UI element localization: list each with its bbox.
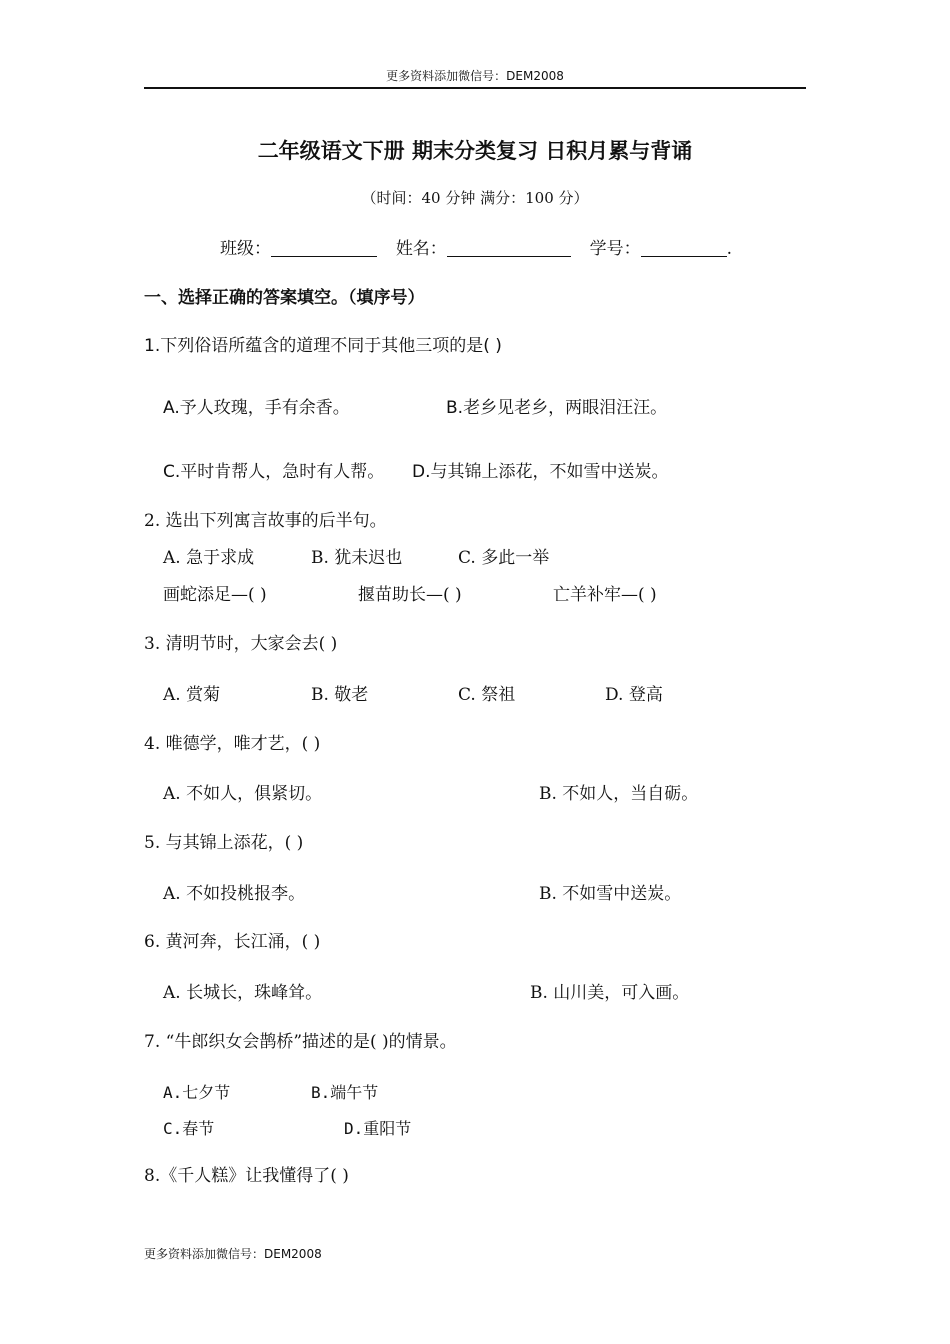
q3-option-c[interactable]: C. 祭祖: [458, 685, 516, 705]
question-1-stem: 1.下列俗语所蕴含的道理不同于其他三项的是( ): [144, 336, 502, 356]
question-2-stem: 2. 选出下列寓言故事的后半句。: [144, 511, 387, 531]
info-end: .: [726, 239, 733, 259]
q5-option-a[interactable]: A. 不如投桃报李。: [163, 884, 306, 904]
page-footer: 更多资料添加微信号：DEM2008: [144, 1247, 322, 1261]
number-blank[interactable]: [641, 240, 727, 257]
q2-proverb-2[interactable]: 揠苗助长—( ): [358, 585, 462, 605]
page-title: 二年级语文下册 期末分类复习 日积月累与背诵: [257, 139, 693, 163]
question-3-stem: 3. 清明节时，大家会去( ): [144, 634, 338, 654]
number-label: 学号：: [589, 239, 641, 259]
name-label: 姓名：: [395, 239, 447, 259]
q2-option-c[interactable]: C. 多此一举: [458, 548, 550, 568]
q7-option-a[interactable]: A.七夕节: [163, 1083, 231, 1102]
q1-option-a[interactable]: A.予人玫瑰，手有余香。: [163, 398, 350, 418]
q4-option-a[interactable]: A. 不如人，俱紧切。: [163, 784, 323, 804]
q6-option-b[interactable]: B. 山川美，可入画。: [530, 983, 690, 1003]
q4-option-b[interactable]: B. 不如人，当自砺。: [539, 784, 699, 804]
question-4-stem: 4. 唯德学，唯才艺，( ): [144, 734, 321, 754]
q5-option-b[interactable]: B. 不如雪中送炭。: [539, 884, 682, 904]
q1-option-d[interactable]: D.与其锦上添花，不如雪中送炭。: [412, 462, 669, 482]
q7-option-c[interactable]: C.春节: [163, 1119, 215, 1138]
q3-option-b[interactable]: B. 敬老: [311, 685, 369, 705]
q3-option-a[interactable]: A. 赏菊: [163, 685, 221, 705]
question-5-stem: 5. 与其锦上添花，( ): [144, 833, 304, 853]
name-blank[interactable]: [447, 240, 571, 257]
question-8-stem: 8.《千人糕》让我懂得了( ): [144, 1166, 349, 1186]
q6-option-a[interactable]: A. 长城长，珠峰耸。: [163, 983, 323, 1003]
q1-option-c[interactable]: C.平时肯帮人，急时有人帮。: [163, 462, 385, 482]
q1-option-b[interactable]: B.老乡见老乡，两眼泪汪汪。: [446, 398, 668, 418]
class-label: 班级：: [220, 239, 271, 259]
exam-time-score: （时间：40 分钟 满分：100 分）: [361, 189, 589, 207]
section-heading: 一、选择正确的答案填空。（填序号）: [144, 288, 425, 308]
q2-option-b[interactable]: B. 犹未迟也: [311, 548, 403, 568]
header-rule: [144, 87, 806, 89]
q2-proverb-1[interactable]: 画蛇添足—( ): [163, 585, 267, 605]
q7-option-d[interactable]: D.重阳节: [344, 1119, 412, 1138]
q2-proverb-3[interactable]: 亡羊补牢—( ): [553, 585, 657, 605]
question-7-stem: 7. “牛郎织女会鹊桥”描述的是( )的情景。: [144, 1032, 457, 1052]
q7-option-b[interactable]: B.端午节: [311, 1083, 379, 1102]
class-blank[interactable]: [271, 240, 377, 257]
q2-option-a[interactable]: A. 急于求成: [163, 548, 255, 568]
student-info-line: [220, 240, 732, 258]
question-6-stem: 6. 黄河奔，长江涌，( ): [144, 932, 321, 952]
q3-option-d[interactable]: D. 登高: [605, 685, 663, 705]
page-header: 更多资料添加微信号：DEM2008: [386, 69, 564, 83]
